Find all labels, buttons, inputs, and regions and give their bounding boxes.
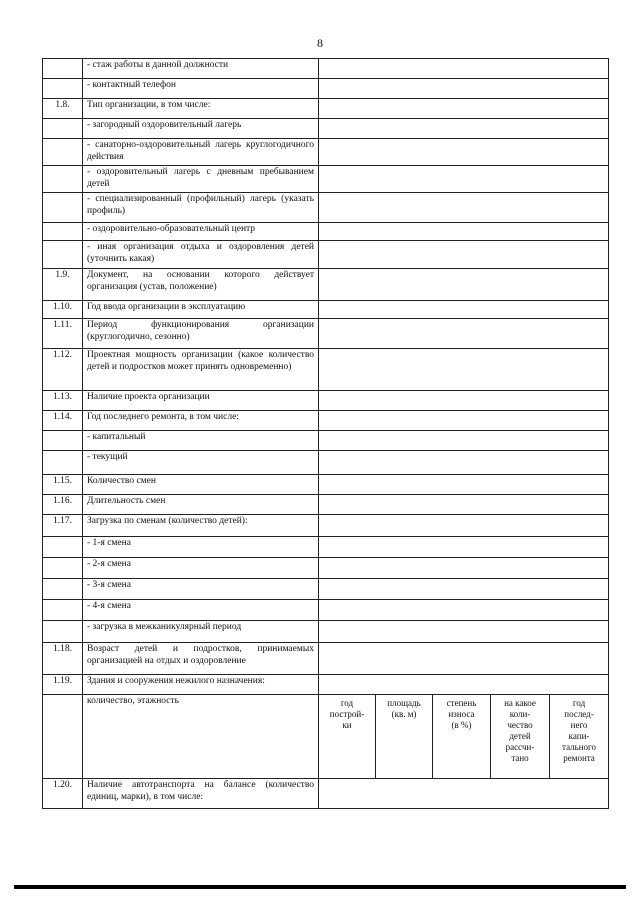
page-number: 8 (317, 36, 323, 50)
row-number (43, 695, 83, 779)
row-value-cell[interactable] (319, 319, 609, 349)
row-number: 1.16. (43, 495, 83, 515)
row-label: - 3-я смена (83, 579, 319, 600)
row-value-cell[interactable] (319, 431, 609, 451)
row-label: - санаторно-оздоровительный лагерь круглогодичного действия (83, 139, 319, 166)
row-value-cell[interactable] (319, 391, 609, 411)
row-number (43, 431, 83, 451)
row-value-cell[interactable] (319, 59, 609, 79)
row-value-cell[interactable] (319, 621, 609, 643)
table-row (43, 431, 609, 451)
row-label: Год ввода организации в эксплуатацию (83, 301, 319, 319)
row-label: Период функционирования организации (круглогодично, сезонно) (83, 319, 319, 349)
table-row (43, 99, 609, 119)
row-value-cell[interactable] (319, 241, 609, 269)
row-label: Наличие автотранспорта на балансе (количество единиц, марки), в том числе: (83, 779, 319, 809)
row-value-cell[interactable] (319, 269, 609, 301)
row-number (43, 600, 83, 621)
row-label: - капитальный (83, 431, 319, 451)
row-value-cell[interactable] (319, 451, 609, 475)
questionnaire-table (42, 58, 609, 809)
table-row (43, 166, 609, 193)
row-number: 1.8. (43, 99, 83, 119)
table-row (43, 675, 609, 695)
row-label: - 2-я смена (83, 558, 319, 579)
table-row (43, 621, 609, 643)
row-number (43, 621, 83, 643)
row-value-cell[interactable] (319, 495, 609, 515)
table-row (43, 223, 609, 241)
row-number (43, 537, 83, 558)
row-value-cell[interactable] (319, 411, 609, 431)
row-value-cell[interactable] (319, 79, 609, 99)
table-row (43, 643, 609, 675)
row-label: Наличие проекта организации (83, 391, 319, 411)
row-number: 1.17. (43, 515, 83, 537)
row-number (43, 558, 83, 579)
row-label: - загородный оздоровительный лагерь (83, 119, 319, 139)
row-number: 1.18. (43, 643, 83, 675)
row-value-cell[interactable] (319, 537, 609, 558)
table-row (43, 495, 609, 515)
table-row (43, 119, 609, 139)
row-label: Количество смен (83, 475, 319, 495)
row-value-cell[interactable] (319, 643, 609, 675)
row-label: Тип организации, в том числе: (83, 99, 319, 119)
row-label: - текущий (83, 451, 319, 475)
row-value-cell[interactable] (319, 515, 609, 537)
table-row (43, 391, 609, 411)
col-capacity: на какое коли- чество детей рассчи- тано (491, 695, 550, 779)
row-value-cell[interactable] (319, 600, 609, 621)
buildings-detail-row (43, 695, 609, 779)
row-value-cell[interactable] (319, 223, 609, 241)
table-row (43, 349, 609, 391)
row-value-cell[interactable] (319, 301, 609, 319)
table-row (43, 515, 609, 537)
row-value-cell[interactable] (319, 99, 609, 119)
table-row (43, 779, 609, 809)
row-label: - оздоровительный лагерь с дневным пребыванием детей (83, 166, 319, 193)
row-label: Возраст детей и подростков, принимаемых организацией на отдых и оздоровление (83, 643, 319, 675)
table-row (43, 241, 609, 269)
col-area: площадь (кв. м) (376, 695, 433, 779)
row-number: 1.12. (43, 349, 83, 391)
row-number (43, 223, 83, 241)
row-number: 1.10. (43, 301, 83, 319)
row-label: - 1-я смена (83, 537, 319, 558)
row-label: Проектная мощность организации (какое количество детей и подростков может принять одновременно) (83, 349, 319, 391)
row-value-cell[interactable] (319, 558, 609, 579)
col-year-built: год построй- ки (319, 695, 376, 779)
page-bottom-rule (14, 885, 626, 889)
row-number: 1.19. (43, 675, 83, 695)
row-number: 1.9. (43, 269, 83, 301)
row-label: - оздоровительно-образовательный центр (83, 223, 319, 241)
row-number (43, 241, 83, 269)
row-number (43, 79, 83, 99)
row-number (43, 59, 83, 79)
row-label: Здания и сооружения нежилого назначения: (83, 675, 319, 695)
row-label: Год последнего ремонта, в том числе: (83, 411, 319, 431)
row-number: 1.15. (43, 475, 83, 495)
table-row (43, 600, 609, 621)
row-value-cell[interactable] (319, 349, 609, 391)
row-number (43, 139, 83, 166)
row-label: Загрузка по сменам (количество детей): (83, 515, 319, 537)
table-row (43, 79, 609, 99)
table-row (43, 59, 609, 79)
table-row (43, 269, 609, 301)
col-last-repair: год послед- него капи- тального ремонта (550, 695, 609, 779)
row-label: - стаж работы в данной должности (83, 59, 319, 79)
table-row (43, 319, 609, 349)
table-row (43, 537, 609, 558)
table-row (43, 579, 609, 600)
row-number (43, 193, 83, 223)
row-value-cell[interactable] (319, 475, 609, 495)
row-number (43, 166, 83, 193)
table-row (43, 451, 609, 475)
row-label: - иная организация отдыха и оздоровления детей (уточнить какая) (83, 241, 319, 269)
row-label: - загрузка в межканикулярный период (83, 621, 319, 643)
row-number: 1.13. (43, 391, 83, 411)
row-number: 1.11. (43, 319, 83, 349)
row-label: Документ, на основании которого действует организация (устав, положение) (83, 269, 319, 301)
row-label: - 4-я смена (83, 600, 319, 621)
table-row (43, 193, 609, 223)
row-value-cell[interactable] (319, 193, 609, 223)
row-value-cell[interactable] (319, 166, 609, 193)
buildings-label: количество, этажность (83, 695, 319, 779)
table-row (43, 139, 609, 166)
col-wear-degree: степень износа (в %) (433, 695, 491, 779)
table-row (43, 558, 609, 579)
row-number: 1.14. (43, 411, 83, 431)
row-label: Длительность смен (83, 495, 319, 515)
row-value-cell[interactable] (319, 675, 609, 695)
row-value-cell[interactable] (319, 139, 609, 166)
row-value-cell[interactable] (319, 579, 609, 600)
row-number (43, 451, 83, 475)
row-value-cell[interactable] (319, 119, 609, 139)
row-label: - специализированный (профильный) лагерь (указать профиль) (83, 193, 319, 223)
table-row (43, 475, 609, 495)
row-label: - контактный телефон (83, 79, 319, 99)
table-row (43, 411, 609, 431)
row-value-cell[interactable] (319, 779, 609, 809)
row-number (43, 119, 83, 139)
row-number: 1.20. (43, 779, 83, 809)
row-number (43, 579, 83, 600)
table-row (43, 301, 609, 319)
